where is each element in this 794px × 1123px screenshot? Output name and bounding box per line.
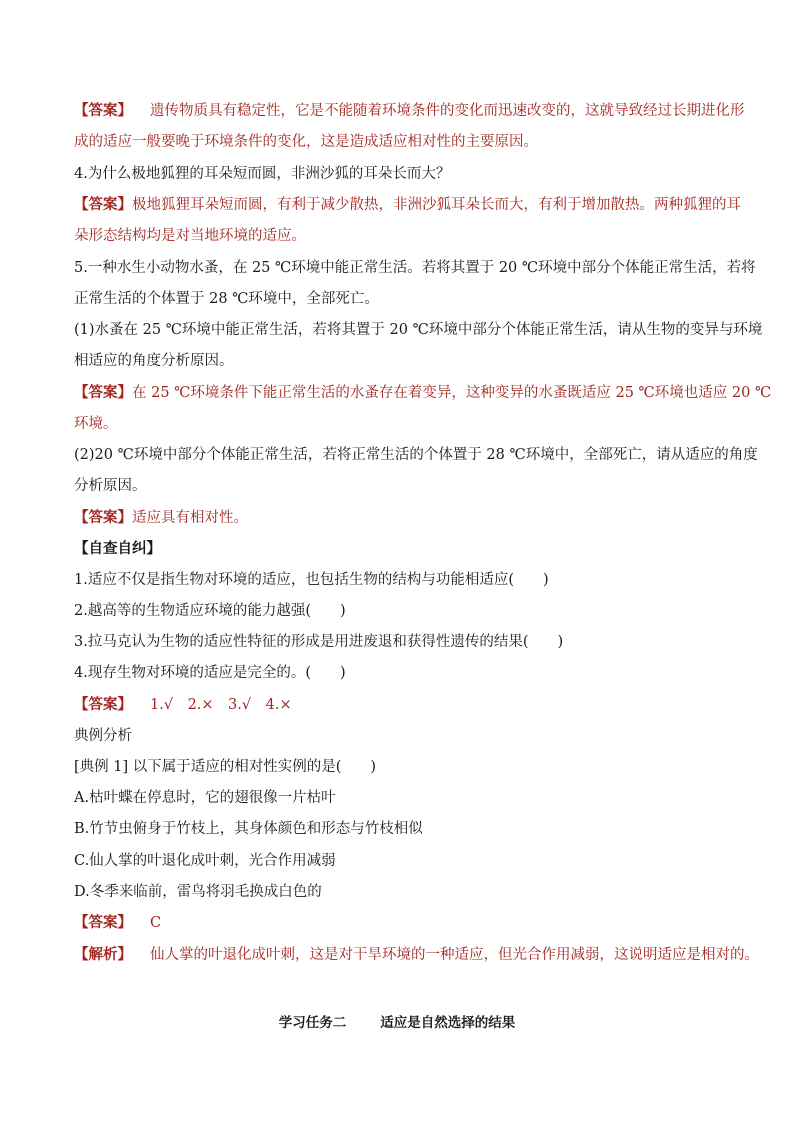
q4-answer-line-1 [74, 195, 741, 215]
q3-answer-line-1 [74, 101, 745, 121]
q3-answer-line-2: 成的适应一般要晚于环境条件的变化，这是造成适应相对性的主要原因。 [74, 134, 538, 150]
q3-answer-text-1: 遗传物质具有稳定性，它是不能随着环境条件的变化而迅速改变的，这就导致经过长期进化形 [150, 103, 745, 119]
q4-question: 4.为什么极地狐狸的耳朵短而圆，非洲沙狐的耳朵长而大？ [74, 166, 451, 182]
q5-sub2-answer [74, 508, 248, 528]
example-option-b: B.竹节虫俯身于竹枝上，其身体颜色和形态与竹枝相似 [74, 821, 423, 837]
answer-tag: 【答案】 [74, 696, 132, 713]
example-option-a: A.枯叶蝶在停息时，它的翅很像一片枯叶 [74, 790, 336, 806]
example-analysis-text: 仙人掌的叶退化成叶刺，这是对干旱环境的一种适应，但光合作用减弱，这说明适应是相对的。 [150, 947, 759, 963]
q5-sub1-answer-text-1: 在 25 ℃环境条件下能正常生活的水蚤存在着变异，这种变异的水蚤既适应 25 ℃环境也适应 20 ℃ [132, 385, 772, 401]
self-check-item-2: 2.越高等的生物适应环境的能力越强( ) [74, 603, 346, 619]
task-heading [0, 1013, 794, 1033]
q5-sub1-answer-line-2: 环境。 [74, 416, 118, 432]
q4-answer-text-1: 极地狐狸耳朵短而圆，有利于减少散热，非洲沙狐耳朵长而大，有利于增加散热。两种狐狸的耳 [132, 197, 741, 213]
example-answer [74, 913, 161, 933]
q5-sub2-line-2: 分析原因。 [74, 478, 147, 494]
answer-tag: 【答案】 [74, 102, 132, 119]
example-answer-text: C [150, 915, 162, 931]
answer-tag: 【答案】 [74, 509, 132, 526]
example-question: [典例 1] 以下属于适应的相对性实例的是( ) [74, 759, 377, 775]
q5-sub1-line-2: 相适应的角度分析原因。 [74, 353, 234, 369]
example-option-d: D.冬季来临前，雷鸟将羽毛换成白色的 [74, 884, 322, 900]
answer-tag: 【答案】 [74, 384, 132, 401]
task-heading-left: 学习任务二 [278, 1015, 347, 1031]
answer-tag: 【答案】 [74, 914, 132, 931]
self-check-item-3: 3.拉马克认为生物的适应性特征的形成是用进废退和获得性遗传的结果( ) [74, 634, 564, 650]
q4-answer-line-2: 朵形态结构均是对当地环境的适应。 [74, 228, 306, 244]
self-check-heading: 【自查自纠】 [74, 540, 161, 557]
q5-sub1-answer-line-1 [74, 383, 771, 403]
self-check-answer [74, 695, 292, 715]
self-check-answer-text: 1.√ 2.× 3.√ 4.× [150, 697, 292, 713]
q5-sub2-answer-text: 适应具有相对性。 [132, 510, 248, 526]
example-section-title: 典例分析 [74, 728, 132, 744]
example-analysis [74, 945, 759, 965]
q5-stem-line-1: 5.一种水生小动物水蚤，在 25 ℃环境中能正常生活。若将其置于 20 ℃环境中部分个体能正常生活，若将 [74, 260, 756, 276]
answer-tag: 【答案】 [74, 196, 132, 213]
self-check-item-1: 1.适应不仅是指生物对环境的适应，也包括生物的结构与功能相适应( ) [74, 572, 549, 588]
task-heading-right: 适应是自然选择的结果 [380, 1015, 516, 1031]
q5-sub1-line-1: (1)水蚤在 25 ℃环境中能正常生活，若将其置于 20 ℃环境中部分个体能正常生活，请从生物的变异与环境 [74, 322, 763, 338]
analysis-tag: 【解析】 [74, 946, 132, 963]
self-check-item-4: 4.现存生物对环境的适应是完全的。( ) [74, 665, 346, 681]
q5-sub2-line-1: (2)20 ℃环境中部分个体能正常生活，若将正常生活的个体置于 28 ℃环境中，全部死亡，请从适应的角度 [74, 447, 758, 463]
example-option-c: C.仙人掌的叶退化成叶刺，光合作用减弱 [74, 853, 336, 869]
q5-stem-line-2: 正常生活的个体置于 28 ℃环境中，全部死亡。 [74, 291, 379, 307]
